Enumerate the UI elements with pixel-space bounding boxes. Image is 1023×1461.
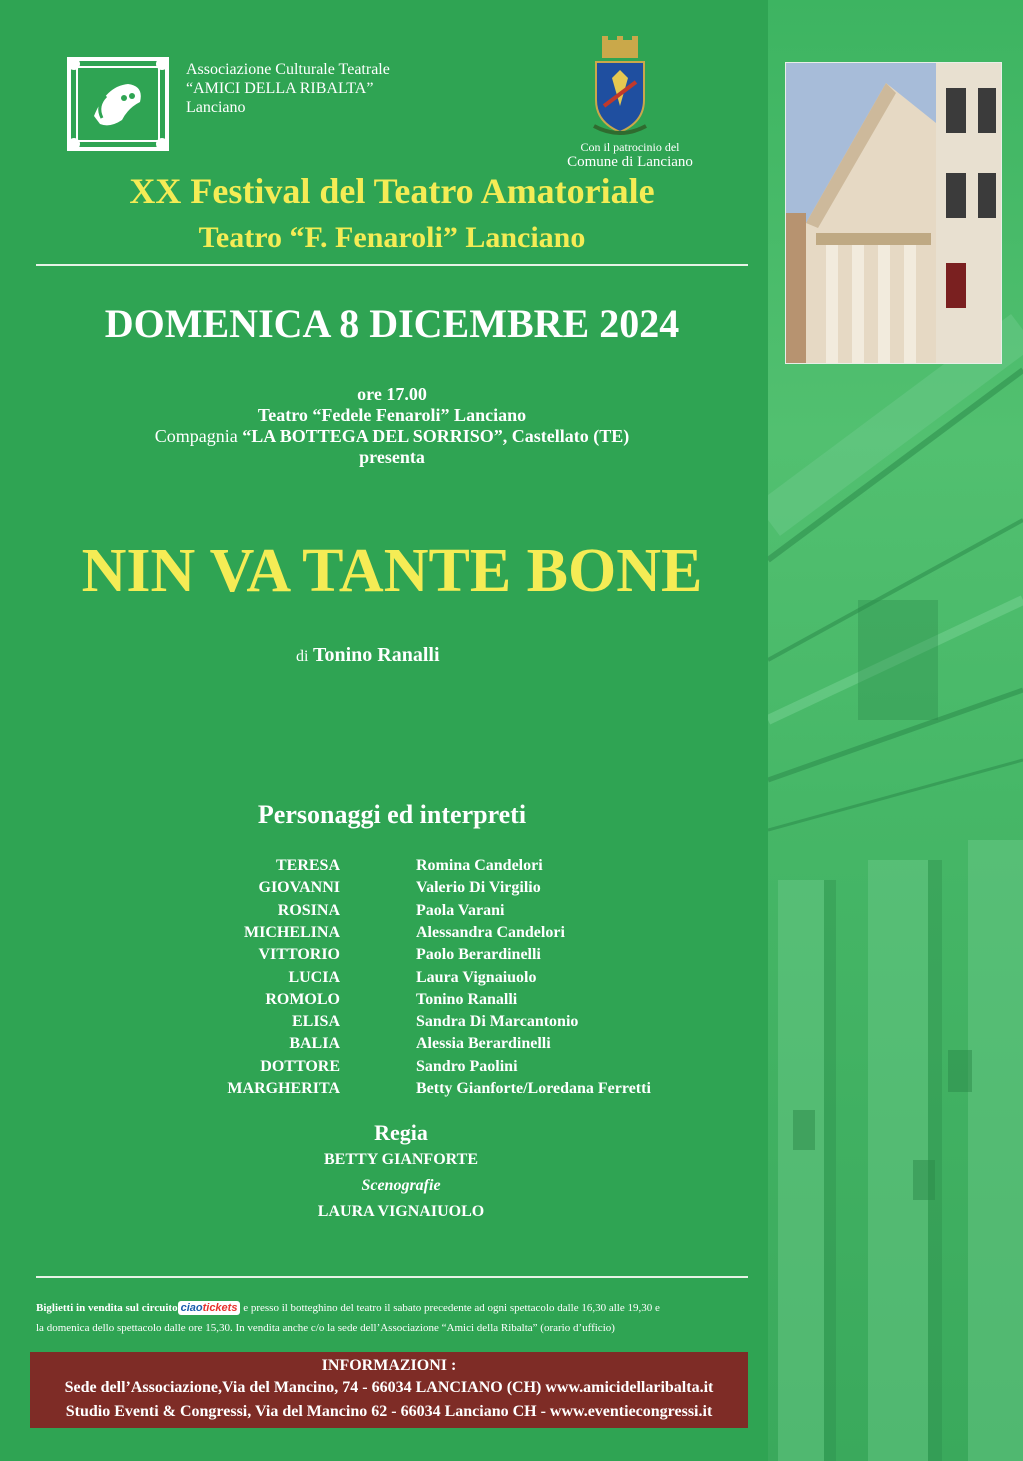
festival-venue: Teatro “F. Fenaroli” Lanciano <box>198 221 586 254</box>
cast-role: BALIA <box>289 1035 340 1053</box>
ticket-info <box>36 1298 756 1338</box>
cast-actor: Paolo Berardinelli <box>416 946 541 964</box>
info-line2: Studio Eventi & Congressi, Via del Mancino 62 - 66034 Lanciano CH - www.eventiecongressi.it <box>65 1403 713 1420</box>
cast-role: ROMOLO <box>265 990 340 1008</box>
cast-role: ROSINA <box>277 901 340 919</box>
event-theatre: Teatro “Fedele Fenaroli” Lanciano <box>257 405 527 425</box>
cast-actor: Laura Vignaiuolo <box>416 968 537 986</box>
cast-role: MICHELINA <box>243 923 340 941</box>
event-time: ore 17.00 <box>357 384 427 404</box>
company-prefix: Compagnia <box>154 426 238 446</box>
theatre-mask-logo-icon <box>66 56 170 152</box>
info-line1: Sede dell’Associazione,Via del Mancino, 74 - 66034 LANCIANO (CH) www.amicidellaribalta.it <box>64 1379 714 1396</box>
patronage-line2: Comune di Lanciano <box>567 154 693 170</box>
author-prefix: di <box>296 648 309 665</box>
scenografie-label: Scenografie <box>361 1177 441 1194</box>
teatro-fenaroli-facade-icon <box>786 63 1001 363</box>
ciaotickets-brand-a: ciao <box>180 1302 203 1315</box>
cast-actor: Tonino Ranalli <box>416 990 518 1008</box>
association-logo <box>66 56 170 152</box>
divider-bottom <box>36 1276 748 1278</box>
association-line3: Lanciano <box>186 99 246 116</box>
municipal-crest <box>590 36 650 140</box>
cast-actor: Romina Candelori <box>416 857 543 874</box>
cast-actor: Valerio Di Virgilio <box>416 879 541 897</box>
cast-row <box>0 922 768 944</box>
cast-role: TERESA <box>275 857 340 874</box>
regia-name: BETTY GIANFORTE <box>324 1151 478 1168</box>
scenografie-name: LAURA VIGNAIUOLO <box>317 1203 485 1220</box>
cast-row <box>0 967 768 989</box>
cast-row <box>0 877 768 899</box>
cast-role: DOTTORE <box>260 1057 340 1075</box>
event-company <box>36 426 748 447</box>
tickets-rest1: e presso il botteghino del teatro il sabato precedente ad ogni spettacolo dalle 16,30 alle 19,30 e <box>240 1302 660 1314</box>
cast-row <box>0 1011 768 1033</box>
info-box <box>30 1352 748 1428</box>
cast-actor: Sandra Di Marcantonio <box>416 1013 579 1031</box>
patronage <box>540 140 720 171</box>
event-date: DOMENICA 8 DICEMBRE 2024 <box>104 301 680 346</box>
association-line1: Associazione Culturale Teatrale <box>186 61 390 78</box>
festival-title: XX Festival del Teatro Amatoriale <box>129 171 655 211</box>
cast-row <box>0 1078 768 1100</box>
event-info <box>36 384 748 468</box>
patronage-line1: Con il patrocinio del <box>580 140 680 154</box>
cast-actor: Alessandra Candelori <box>416 923 565 941</box>
cast-role: GIOVANNI <box>258 879 340 897</box>
cast-row <box>0 944 768 966</box>
cast-role: VITTORIO <box>258 946 340 964</box>
cast-row <box>0 1056 768 1078</box>
ciaotickets-brand-b: tickets <box>202 1302 238 1315</box>
cast-actor: Betty Gianforte/Loredana Ferretti <box>416 1080 651 1097</box>
cast-row <box>0 855 768 877</box>
info-heading: INFORMAZIONI : <box>321 1357 457 1374</box>
play-author <box>296 644 440 667</box>
cast-role: ELISA <box>291 1013 340 1031</box>
cast-row <box>0 1033 768 1055</box>
divider-top <box>36 264 748 266</box>
cast-row <box>0 989 768 1011</box>
tickets-lead: Biglietti in vendita sul circuito <box>36 1302 178 1314</box>
regia-label: Regia <box>374 1120 428 1145</box>
association-line2: “AMICI DELLA RIBALTA” <box>186 80 374 97</box>
play-title: NIN VA TANTE BONE <box>81 537 703 605</box>
cast-actor: Alessia Berardinelli <box>416 1035 551 1053</box>
cast-actor: Sandro Paolini <box>416 1057 518 1075</box>
cast-actor: Paola Varani <box>416 901 505 919</box>
cast-role: LUCIA <box>288 968 340 986</box>
association-name <box>186 60 390 117</box>
cast-heading: Personaggi ed interpreti <box>257 800 527 829</box>
ciaotickets-logo <box>178 1301 241 1315</box>
company-name: “LA BOTTEGA DEL SORRISO”, Castellato (TE) <box>242 426 630 446</box>
cast-row <box>0 900 768 922</box>
author-name: Tonino Ranalli <box>312 644 440 666</box>
event-presents: presenta <box>359 447 425 467</box>
tickets-rest2: la domenica dello spettacolo dalle ore 15,30. In vendita anche c/o la sede dell’Associazione “Amici della Ribalta” (orario d’ufficio) <box>36 1322 615 1334</box>
theatre-photo <box>785 62 1002 364</box>
cast-role: MARGHERITA <box>227 1080 340 1097</box>
lanciano-coat-of-arms-icon <box>590 36 650 140</box>
